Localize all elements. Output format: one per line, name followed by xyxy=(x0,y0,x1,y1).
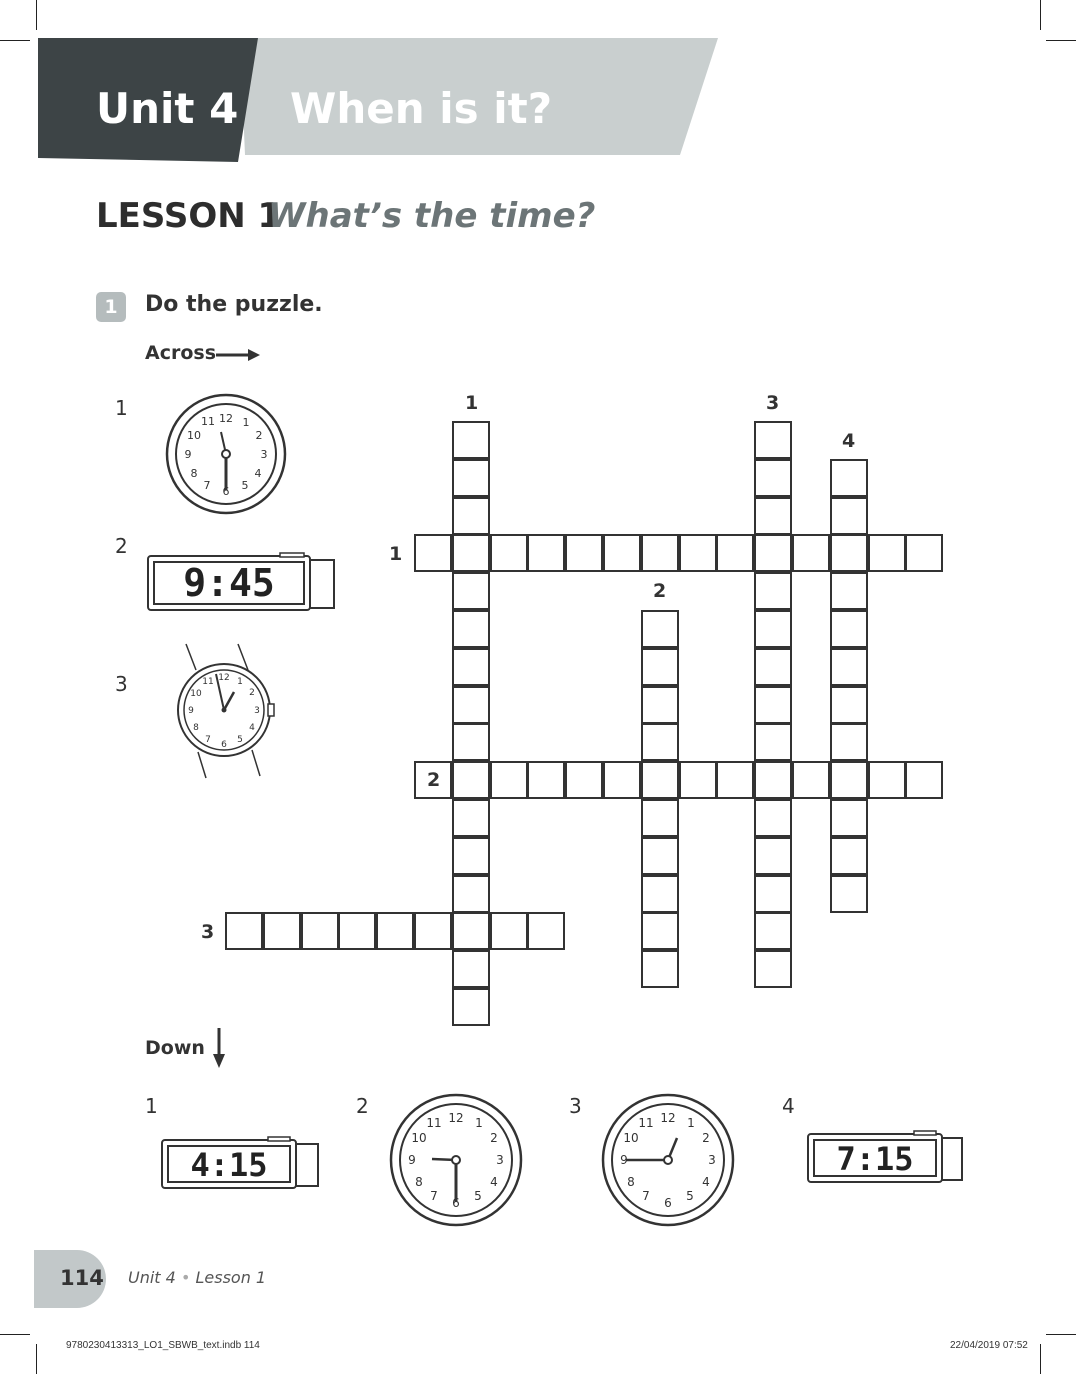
svg-text:12: 12 xyxy=(660,1111,676,1125)
crossword-cell[interactable] xyxy=(830,723,868,761)
crossword-cell[interactable] xyxy=(452,837,490,875)
crossword-cell[interactable] xyxy=(754,572,792,610)
svg-text:11: 11 xyxy=(202,677,214,687)
crossword-cell[interactable] xyxy=(830,497,868,535)
crossword-cell[interactable] xyxy=(830,534,868,572)
digital-clock-icon xyxy=(160,1136,322,1192)
crossword-cell[interactable] xyxy=(754,648,792,686)
crossword-cell[interactable] xyxy=(754,837,792,875)
lesson-label: LESSON 1 xyxy=(96,196,282,236)
crossword-cell[interactable] xyxy=(452,572,490,610)
crossword-cell[interactable] xyxy=(565,534,603,572)
crossword-cell[interactable] xyxy=(452,950,490,988)
crossword-cell[interactable] xyxy=(905,761,943,799)
exercise-instruction: Do the puzzle. xyxy=(145,292,323,317)
svg-text:10: 10 xyxy=(411,1131,427,1145)
crossword-cell[interactable] xyxy=(641,761,679,799)
crossword-cell[interactable] xyxy=(679,534,717,572)
svg-text:8: 8 xyxy=(190,467,198,480)
footer-lesson: Lesson 1 xyxy=(195,1268,267,1287)
crossword-cell[interactable] xyxy=(641,912,679,950)
crossword-cell[interactable] xyxy=(641,723,679,761)
crossword-cell[interactable] xyxy=(792,761,830,799)
crossword-cell[interactable] xyxy=(452,761,490,799)
print-date-info: 22/04/2019 07:52 xyxy=(950,1340,1028,1351)
svg-text:7: 7 xyxy=(642,1189,650,1203)
svg-text:4: 4 xyxy=(249,723,255,733)
svg-text:8: 8 xyxy=(627,1175,635,1189)
crossword-cell[interactable] xyxy=(754,761,792,799)
crossword-cell[interactable] xyxy=(830,572,868,610)
crossword-cell[interactable] xyxy=(452,912,490,950)
svg-text:9: 9 xyxy=(184,448,192,461)
svg-text:3: 3 xyxy=(254,706,260,716)
crossword-cell[interactable] xyxy=(565,761,603,799)
down-clue-number: 3 xyxy=(569,1094,582,1118)
crossword-cell[interactable] xyxy=(905,534,943,572)
svg-text:7: 7 xyxy=(430,1189,438,1203)
svg-text:7: 7 xyxy=(205,735,211,745)
analog-clock-icon xyxy=(600,1092,736,1228)
svg-text:5: 5 xyxy=(686,1189,694,1203)
footer-separator: • xyxy=(180,1268,191,1287)
crossword-cell[interactable] xyxy=(830,875,868,913)
svg-text:6: 6 xyxy=(664,1196,672,1210)
crossword-cell[interactable] xyxy=(641,648,679,686)
grid-number-down-3: 3 xyxy=(766,392,780,414)
clock-display: 7:15 xyxy=(836,1140,914,1178)
print-file-info: 9780230413313_LO1_SBWB_text.indb 114 xyxy=(66,1340,260,1351)
svg-text:7: 7 xyxy=(203,479,211,492)
crossword-cell[interactable] xyxy=(452,988,490,1026)
svg-text:12: 12 xyxy=(218,673,230,683)
crossword-cell[interactable] xyxy=(679,761,717,799)
crossword-cell[interactable] xyxy=(754,421,792,459)
svg-text:9: 9 xyxy=(408,1153,416,1167)
crossword-cell[interactable] xyxy=(338,912,376,950)
crossword-cell[interactable] xyxy=(603,534,641,572)
crossword-cell[interactable] xyxy=(641,875,679,913)
svg-text:9: 9 xyxy=(188,706,194,716)
crossword-cell[interactable] xyxy=(754,912,792,950)
svg-text:4: 4 xyxy=(254,467,262,480)
crossword-cell[interactable] xyxy=(641,686,679,724)
svg-text:3: 3 xyxy=(496,1153,504,1167)
crossword-cell[interactable] xyxy=(868,534,906,572)
grid-number-across-2: 2 xyxy=(427,769,441,791)
lesson-subtitle: What’s the time? xyxy=(268,196,596,236)
crossword-cell[interactable] xyxy=(490,912,528,950)
crossword-cell[interactable] xyxy=(754,875,792,913)
svg-text:6: 6 xyxy=(452,1196,460,1210)
crossword-cell[interactable] xyxy=(641,610,679,648)
crossword-cell[interactable] xyxy=(754,534,792,572)
wristwatch-icon xyxy=(168,640,278,780)
grid-number-down-4: 4 xyxy=(842,430,856,452)
footer-reference xyxy=(128,1268,266,1287)
svg-text:10: 10 xyxy=(187,429,201,442)
down-clue-number: 4 xyxy=(782,1094,795,1118)
analog-clock-icon xyxy=(164,392,288,516)
across-label: Across xyxy=(145,342,217,364)
svg-text:5: 5 xyxy=(241,479,249,492)
crossword-cell[interactable] xyxy=(641,799,679,837)
crossword-cell[interactable] xyxy=(414,534,452,572)
svg-text:11: 11 xyxy=(201,415,215,428)
crossword-cell[interactable] xyxy=(603,761,641,799)
svg-text:10: 10 xyxy=(190,689,202,699)
grid-number-across-1: 1 xyxy=(389,543,403,565)
crossword-cell[interactable] xyxy=(452,459,490,497)
svg-text:8: 8 xyxy=(415,1175,423,1189)
page-number: 114 xyxy=(60,1266,104,1290)
unit-heading: When is it? xyxy=(290,84,553,133)
across-clue-number: 1 xyxy=(115,396,128,420)
svg-text:4: 4 xyxy=(702,1175,710,1189)
arrow-right-icon xyxy=(214,348,262,362)
crossword-cell[interactable] xyxy=(830,686,868,724)
svg-text:11: 11 xyxy=(426,1116,442,1130)
clock-display: 9:45 xyxy=(183,561,275,605)
crossword-cell[interactable] xyxy=(868,761,906,799)
crossword-cell[interactable] xyxy=(263,912,301,950)
crossword-cell[interactable] xyxy=(641,534,679,572)
digital-clock-icon xyxy=(146,552,338,614)
crossword-cell[interactable] xyxy=(754,723,792,761)
down-clue-number: 1 xyxy=(145,1094,158,1118)
svg-text:2: 2 xyxy=(490,1131,498,1145)
svg-text:4: 4 xyxy=(490,1175,498,1189)
crossword-cell[interactable] xyxy=(452,875,490,913)
crossword-cell[interactable] xyxy=(830,610,868,648)
crossword-cell[interactable] xyxy=(452,799,490,837)
unit-title: Unit 4 xyxy=(96,84,239,133)
crossword-cell[interactable] xyxy=(754,950,792,988)
crossword-cell[interactable] xyxy=(754,497,792,535)
across-clue-number: 2 xyxy=(115,534,128,558)
clock-display: 4:15 xyxy=(190,1146,268,1184)
svg-text:6: 6 xyxy=(222,485,230,498)
crossword-cell[interactable] xyxy=(225,912,263,950)
crossword-cell[interactable] xyxy=(754,686,792,724)
exercise-number: 1 xyxy=(96,292,126,322)
crossword-cell[interactable] xyxy=(452,497,490,535)
down-label: Down xyxy=(145,1037,205,1059)
crossword-cell[interactable] xyxy=(830,459,868,497)
crossword-cell[interactable] xyxy=(452,421,490,459)
crossword-cell[interactable] xyxy=(527,761,565,799)
crossword-cell[interactable] xyxy=(452,648,490,686)
svg-text:8: 8 xyxy=(193,723,199,733)
svg-text:1: 1 xyxy=(687,1116,695,1130)
grid-number-down-2: 2 xyxy=(653,580,667,602)
crossword-cell[interactable] xyxy=(301,912,339,950)
svg-text:6: 6 xyxy=(221,740,227,750)
svg-text:12: 12 xyxy=(219,412,233,425)
svg-text:11: 11 xyxy=(638,1116,654,1130)
svg-text:5: 5 xyxy=(474,1189,482,1203)
crossword-cell[interactable] xyxy=(754,610,792,648)
crossword-cell[interactable] xyxy=(452,686,490,724)
analog-clock-icon xyxy=(388,1092,524,1228)
arrow-down-icon xyxy=(211,1026,227,1070)
svg-text:2: 2 xyxy=(702,1131,710,1145)
across-clue-number: 3 xyxy=(115,672,128,696)
crossword-cell[interactable] xyxy=(527,912,565,950)
svg-text:12: 12 xyxy=(448,1111,464,1125)
svg-text:3: 3 xyxy=(708,1153,716,1167)
crossword-cell[interactable] xyxy=(754,799,792,837)
crossword-cell[interactable] xyxy=(452,610,490,648)
svg-text:9: 9 xyxy=(620,1153,628,1167)
crossword-cell[interactable] xyxy=(830,799,868,837)
crossword-cell[interactable] xyxy=(716,761,754,799)
crossword-cell[interactable] xyxy=(376,912,414,950)
grid-number-across-3: 3 xyxy=(201,921,215,943)
svg-text:2: 2 xyxy=(249,688,255,698)
crossword-cell[interactable] xyxy=(414,912,452,950)
crossword-cell[interactable] xyxy=(490,534,528,572)
crossword-cell[interactable] xyxy=(716,534,754,572)
footer-unit: Unit 4 xyxy=(128,1268,176,1287)
crossword-cell[interactable] xyxy=(641,837,679,875)
svg-text:10: 10 xyxy=(623,1131,639,1145)
crossword-cell[interactable] xyxy=(641,950,679,988)
svg-text:1: 1 xyxy=(237,677,243,687)
svg-text:1: 1 xyxy=(242,416,250,429)
crossword-cell[interactable] xyxy=(830,837,868,875)
crossword-cell[interactable] xyxy=(527,534,565,572)
svg-text:2: 2 xyxy=(255,429,263,442)
svg-text:1: 1 xyxy=(475,1116,483,1130)
crossword-cell[interactable] xyxy=(490,761,528,799)
crossword-cell[interactable] xyxy=(792,534,830,572)
crossword-cell[interactable] xyxy=(830,761,868,799)
crossword-cell[interactable] xyxy=(754,459,792,497)
grid-number-down-1: 1 xyxy=(465,392,479,414)
down-clue-number: 2 xyxy=(356,1094,369,1118)
crossword-cell[interactable] xyxy=(830,648,868,686)
svg-text:3: 3 xyxy=(260,448,268,461)
digital-clock-icon xyxy=(806,1130,966,1186)
svg-text:5: 5 xyxy=(237,735,243,745)
crossword-cell[interactable] xyxy=(452,534,490,572)
crossword-cell[interactable] xyxy=(452,723,490,761)
